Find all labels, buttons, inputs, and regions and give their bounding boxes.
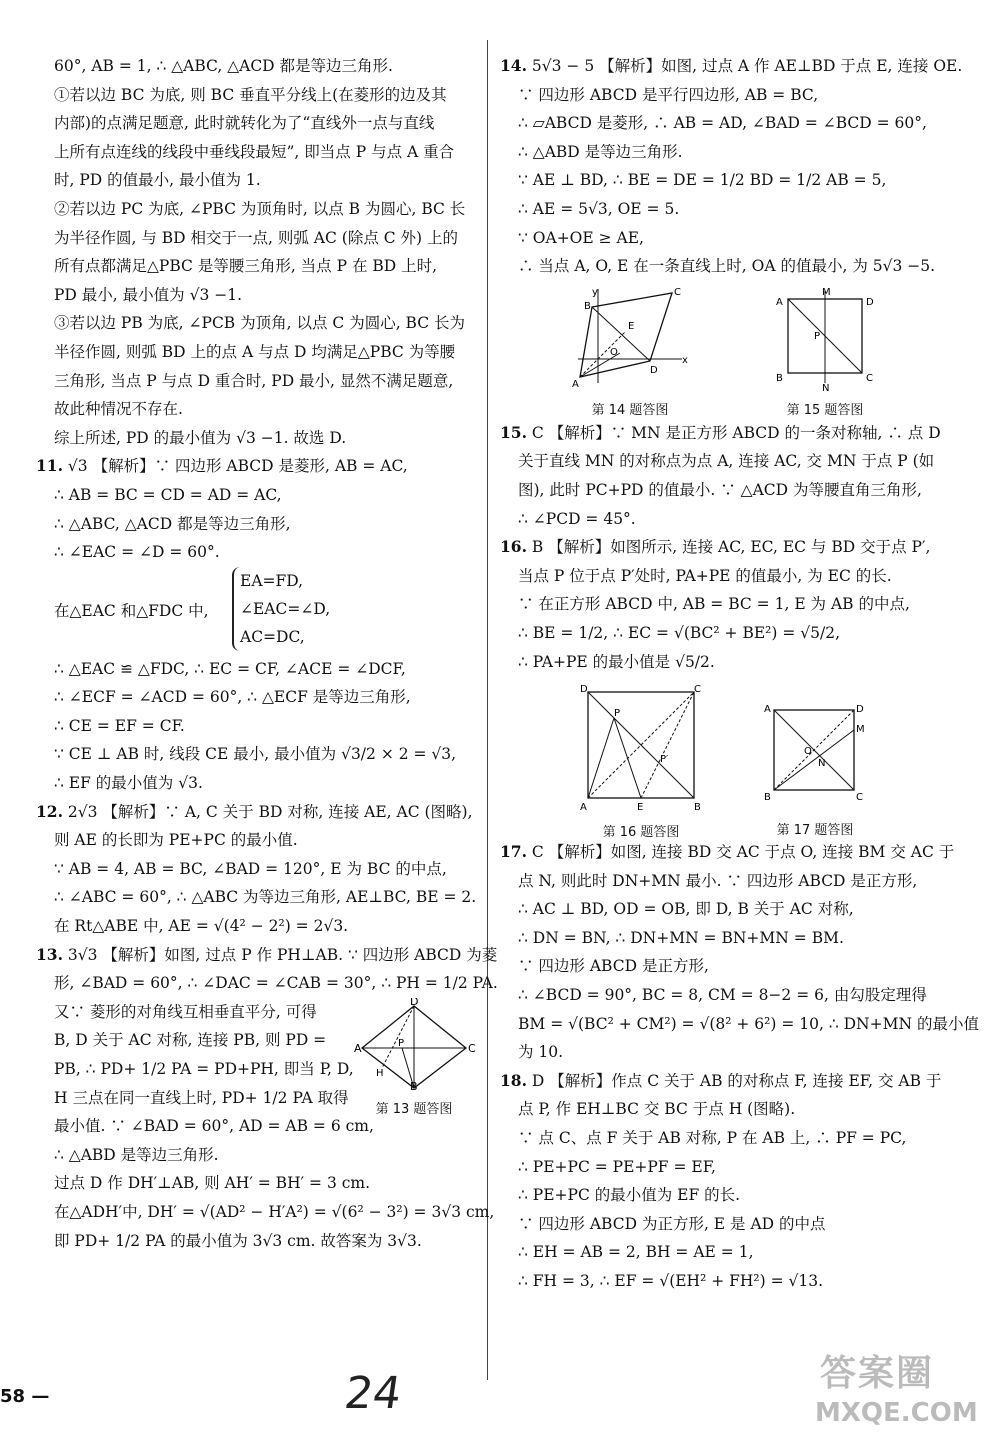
svg-text:N: N — [822, 382, 830, 391]
q17-head-text: C 【解析】如图, 连接 BD 交 AC 于点 O, 连接 BM 交 AC 于 — [531, 843, 955, 862]
text-line: 过点 D 作 DH′⊥AB, 则 AH′ = BH′ = 3 cm. — [54, 1174, 371, 1193]
text-line: 即 PD+ 1/2 PA 的最小值为 3√3 cm. 故答案为 3√3. — [54, 1231, 422, 1250]
figure-15-diagram — [770, 287, 880, 391]
text-line: ∴ ∠ABC = 60°, ∴ △ABC 为等边三角形, AE⊥BC, BE = 2. — [54, 888, 477, 907]
svg-text:A: A — [764, 704, 771, 716]
text-line: 图), 此时 PC+PD 的值最小. ∵ △ACD 为等腰直角三角形, — [518, 480, 922, 499]
text-line: 三角形, 当点 P 与点 D 重合时, PD 最小, 显然不满足题意, — [54, 371, 454, 390]
svg-text:D: D — [650, 364, 658, 376]
text-line: 又∵ 菱形的对角线互相垂直平分, 可得 — [54, 1002, 317, 1021]
text-line: ∴ PA+PE 的最小值是 √5/2. — [518, 652, 715, 671]
svg-text:x: x — [682, 354, 688, 366]
q14-head-text: 5√3 − 5 【解析】如图, 过点 A 作 AE⊥BD 于点 E, 连接 OE. — [531, 57, 963, 75]
q12-number: 12. — [36, 801, 63, 821]
text-line: ∴ ∠EAC = ∠D = 60°. — [54, 543, 220, 562]
svg-text:E: E — [637, 802, 644, 813]
text-line: ∵ 四边形 ABCD 是正方形, — [518, 957, 709, 976]
page-number-value: 58 — [0, 1386, 26, 1407]
svg-text:D: D — [856, 704, 864, 716]
figure-17 — [760, 700, 870, 840]
figures-14-15 — [500, 286, 948, 419]
text-line: ∴ 当点 A, O, E 在一条直线上时, OA 的值最小, 为 5√3 −5. — [518, 257, 936, 276]
svg-text:C: C — [694, 684, 701, 696]
text-line: ∵ 四边形 ABCD 为正方形, E 是 AD 的中点 — [518, 1214, 826, 1233]
watermark-url: MXQE.COM — [815, 1398, 978, 1428]
svg-text:C: C — [856, 792, 863, 804]
svg-text:O: O — [610, 346, 618, 358]
figure-17-diagram — [760, 700, 870, 810]
text-line: 所有点都满足△PBC 是等腰三角形, 当点 P 在 BD 上时, — [54, 257, 438, 276]
text-line: ∴ △EAC ≌ △FDC, ∴ EC = CF, ∠ACE = ∠DCF, — [54, 659, 406, 678]
text-line: BM = √(BC² + CM²) = √(8² + 6²) = 10, ∴ DN+MN 的最小值 — [518, 1014, 979, 1033]
right-column — [500, 52, 979, 1296]
svg-text:M: M — [856, 724, 865, 736]
q13-head-text: 3√3 【解析】如图, 过点 P 作 PH⊥AB. ∵ 四边形 ABCD 为菱 — [67, 945, 498, 964]
q11-brace-system — [36, 567, 476, 655]
q16-head — [500, 533, 948, 562]
brace-condition: AC=DC, — [240, 627, 305, 646]
text-line: ∵ AE ⊥ BD, ∴ BE = DE = 1/2 BD = 1/2 AB = 5, — [518, 171, 887, 190]
text-line: 为 10. — [518, 1043, 564, 1062]
text-line: ∴ EF 的最小值为 √3. — [54, 774, 203, 793]
text-line: 点 P, 作 EH⊥BC 交 BC 于点 H (图略). — [518, 1100, 796, 1119]
figure-13-caption: 第 13 题答图 — [375, 1102, 453, 1118]
q12-head-text: 2√3 【解析】∵ A, C 关于 BD 对称, 连接 AE, AC (图略), — [67, 802, 473, 821]
text-line: 点 N, 则此时 DN+MN 最小. ∵ 四边形 ABCD 是正方形, — [518, 871, 918, 890]
q18-number: 18. — [500, 1070, 527, 1090]
text-line: ∵ OA+OE ≥ AE, — [518, 228, 644, 247]
figure-13 — [352, 998, 476, 1120]
text-line: ∴ △ABD 是等边三角形. — [54, 1145, 219, 1164]
q13-number: 13. — [36, 944, 63, 964]
text-line: ∴ DN = BN, ∴ DN+MN = BN+MN = BM. — [518, 928, 844, 947]
svg-text:B: B — [694, 802, 701, 813]
q14-number: 14. — [500, 56, 527, 75]
svg-text:C: C — [468, 1041, 476, 1055]
q16-head-text: B 【解析】如图所示, 连接 AC, EC, EC 与 BD 交于点 P′, — [531, 538, 931, 557]
q13-head — [36, 941, 498, 970]
text-line: ∴ AE = 5√3, OE = 5. — [518, 199, 680, 218]
brace-condition: EA=FD, — [240, 571, 304, 590]
text-line: ∴ PE+PC = PE+PF = EF, — [518, 1157, 716, 1176]
svg-text:D: D — [410, 997, 419, 1008]
svg-text:O: O — [804, 746, 812, 758]
text-line: ∵ AB = 4, AB = BC, ∠BAD = 120°, E 为 BC 的中点, — [54, 859, 447, 878]
q12-head — [36, 798, 476, 827]
q14-head — [500, 52, 963, 81]
text-line: 上所有点连线的线段中垂线段最短”, 即当点 P 与点 A 重合 — [54, 142, 455, 161]
q17-head — [500, 838, 955, 867]
text-line: 时, PD 的值最小, 最小值为 1. — [54, 171, 261, 190]
text-line: ∴ FH = 3, ∴ EF = √(EH² + FH²) = √13. — [518, 1272, 824, 1290]
q18-head-text: D 【解析】作点 C 关于 AB 的对称点 F, 连接 EF, 交 AB 于 — [531, 1071, 942, 1090]
text-line: ∴ ∠PCD = 45°. — [518, 509, 636, 528]
text-line: 形, ∠BAD = 60°, ∴ ∠DAC = ∠CAB = 30°, ∴ PH = 1/2 PA. — [54, 974, 498, 993]
text-line: ∴ CE = EF = CF. — [54, 716, 185, 735]
text-line: ③若以边 PB 为底, ∠PCB 为顶角, 以点 C 为圆心, BC 长为 — [54, 314, 466, 333]
svg-text:B: B — [764, 792, 771, 804]
q11-head-text: √3 【解析】∵ 四边形 ABCD 是菱形, AB = AC, — [67, 457, 408, 476]
figure-15 — [770, 287, 880, 421]
watermark-logo: 答案圈 — [820, 1352, 935, 1394]
figure-16-caption: 第 16 题答图 — [602, 824, 680, 840]
q15-number: 15. — [500, 422, 527, 442]
svg-text:B: B — [584, 300, 591, 312]
figure-15-caption: 第 15 题答图 — [786, 403, 864, 419]
q11-head — [36, 452, 476, 481]
text-line: 当点 P 位于点 P′处时, PA+PE 的值最小, 为 EC 的长. — [518, 566, 892, 585]
text-line: H 三点在同一直线上时, PD+ 1/2 PA 取得 — [54, 1088, 349, 1107]
text-line: 60°, AB = 1, ∴ △ABC, △ACD 都是等边三角形. — [54, 57, 393, 75]
text-line: ∴ ▱ABCD 是菱形, ∴ AB = AD, ∠BAD = ∠BCD = 60°, — [518, 114, 927, 133]
handwritten-number: 24 — [341, 1368, 405, 1419]
svg-text:B: B — [776, 372, 783, 384]
text-line: ∴ △ABD 是等边三角形. — [518, 142, 683, 161]
svg-text:P′: P′ — [660, 754, 669, 766]
text-line: 故此种情况不存在. — [54, 400, 183, 419]
text-line: B, D 关于 AC 对称, 连接 PB, 则 PD = — [54, 1031, 327, 1050]
text-line: ∴ PE+PC 的最小值为 EF 的长. — [518, 1186, 741, 1205]
brace-label: 在△EAC 和△FDC 中, — [54, 601, 209, 620]
figure-14-caption: 第 14 题答图 — [591, 403, 669, 419]
text-line: ②若以边 PC 为底, ∠PBC 为顶角时, 以点 B 为圆心, BC 长 — [54, 199, 466, 218]
figure-14-diagram — [570, 287, 690, 391]
figure-13-diagram — [352, 998, 476, 1090]
figure-16-diagram — [578, 682, 704, 812]
svg-text:E: E — [628, 320, 635, 332]
text-line: 则 AE 的长即为 PE+PC 的最小值. — [54, 831, 298, 850]
svg-text:A: A — [572, 378, 579, 390]
text-line: ∴ ∠ECF = ∠ACD = 60°, ∴ △ECF 是等边三角形, — [54, 688, 411, 707]
page-number: 58 — — [0, 1386, 50, 1407]
svg-text:C: C — [674, 286, 681, 298]
text-line: 为半径作圆, 与 BD 相交于一点, 则弧 AC (除点 C 外) 上的 — [54, 228, 459, 247]
text-line: ∵ 四边形 ABCD 是平行四边形, AB = BC, — [518, 85, 819, 104]
q11-number: 11. — [36, 456, 63, 476]
q15-head — [500, 419, 948, 448]
text-line: ∴ EH = AB = 2, BH = AE = 1, — [518, 1243, 754, 1262]
text-line: 在 Rt△ABE 中, AE = √(4² − 2²) = 2√3. — [54, 917, 349, 936]
text-line: ∴ AB = BC = CD = AD = AC, — [54, 485, 282, 504]
text-line: ①若以边 BC 为底, 则 BC 垂直平分线上(在菱形的边及其 — [54, 85, 447, 104]
svg-text:A: A — [776, 296, 783, 308]
text-line: 内部)的点满足题意, 此时就转化为了“直线外一点与直线 — [54, 114, 435, 133]
text-line: ∴ BE = 1/2, ∴ EC = √(BC² + BE²) = √5/2, — [518, 623, 841, 642]
svg-text:y: y — [592, 286, 598, 298]
svg-text:P: P — [814, 330, 821, 342]
figure-16 — [578, 682, 704, 842]
q15-head-text: C 【解析】∵ MN 是正方形 ABCD 的一条对称轴, ∴ 点 D — [531, 423, 941, 442]
brace-condition: ∠EAC=∠D, — [240, 599, 331, 618]
text-line: 最小值. ∵ ∠BAD = 60°, AD = AB = 6 cm, — [54, 1117, 374, 1136]
svg-text:P: P — [614, 708, 621, 720]
text-line: ∵ 在正方形 ABCD 中, AB = BC = 1, E 为 AB 的中点, — [518, 595, 910, 614]
text-line: ∵ 点 C、点 F 关于 AB 对称, P 在 AB 上, ∴ PF = PC, — [518, 1129, 907, 1148]
svg-text:N: N — [818, 758, 826, 770]
svg-text:B: B — [410, 1079, 418, 1090]
text-line: ∴ △ABC, △ACD 都是等边三角形, — [54, 514, 291, 533]
column-divider — [487, 40, 488, 1380]
q17-number: 17. — [500, 842, 527, 862]
text-line: ∵ CE ⊥ AB 时, 线段 CE 最小, 最小值为 √3/2 × 2 = √3, — [54, 745, 457, 764]
text-line: 在△ADH′中, DH′ = √(AD² − H′A²) = √(6² − 3²) = 3√3 cm, — [54, 1202, 495, 1221]
svg-text:A: A — [354, 1041, 362, 1055]
svg-text:M: M — [822, 286, 831, 298]
text-line: 关于直线 MN 的对称点为点 A, 连接 AC, 交 MN 于点 P (如 — [518, 452, 935, 471]
figures-16-17 — [500, 682, 948, 840]
svg-text:D: D — [580, 684, 588, 696]
text-line: ∴ AC ⊥ BD, OD = OB, 即 D, B 关于 AC 对称, — [518, 900, 854, 919]
text-line: PD 最小, 最小值为 √3 −1. — [54, 285, 243, 304]
q16-number: 16. — [500, 537, 527, 557]
svg-text:C: C — [866, 372, 873, 384]
brace-conditions — [232, 567, 330, 651]
q18-head — [500, 1067, 948, 1096]
svg-text:P: P — [398, 1037, 405, 1049]
figure-14 — [570, 287, 690, 421]
text-line: PB, ∴ PD+ 1/2 PA = PD+PH, 即当 P, D, — [54, 1060, 354, 1078]
q13-figure-block — [36, 997, 476, 1118]
svg-text:D: D — [866, 296, 874, 308]
text-line: 半径作圆, 则弧 BD 上的点 A 与点 D 均满足△PBC 为等腰 — [54, 342, 456, 361]
left-column — [36, 52, 498, 1255]
figure-17-caption: 第 17 题答图 — [776, 822, 854, 838]
svg-text:H: H — [376, 1067, 384, 1079]
text-line: 综上所述, PD 的最小值为 √3 −1. 故选 D. — [54, 428, 347, 447]
svg-text:A: A — [580, 802, 587, 813]
text-line: ∴ ∠BCD = 90°, BC = 8, CM = 8−2 = 6, 由勾股定理得 — [518, 986, 927, 1005]
